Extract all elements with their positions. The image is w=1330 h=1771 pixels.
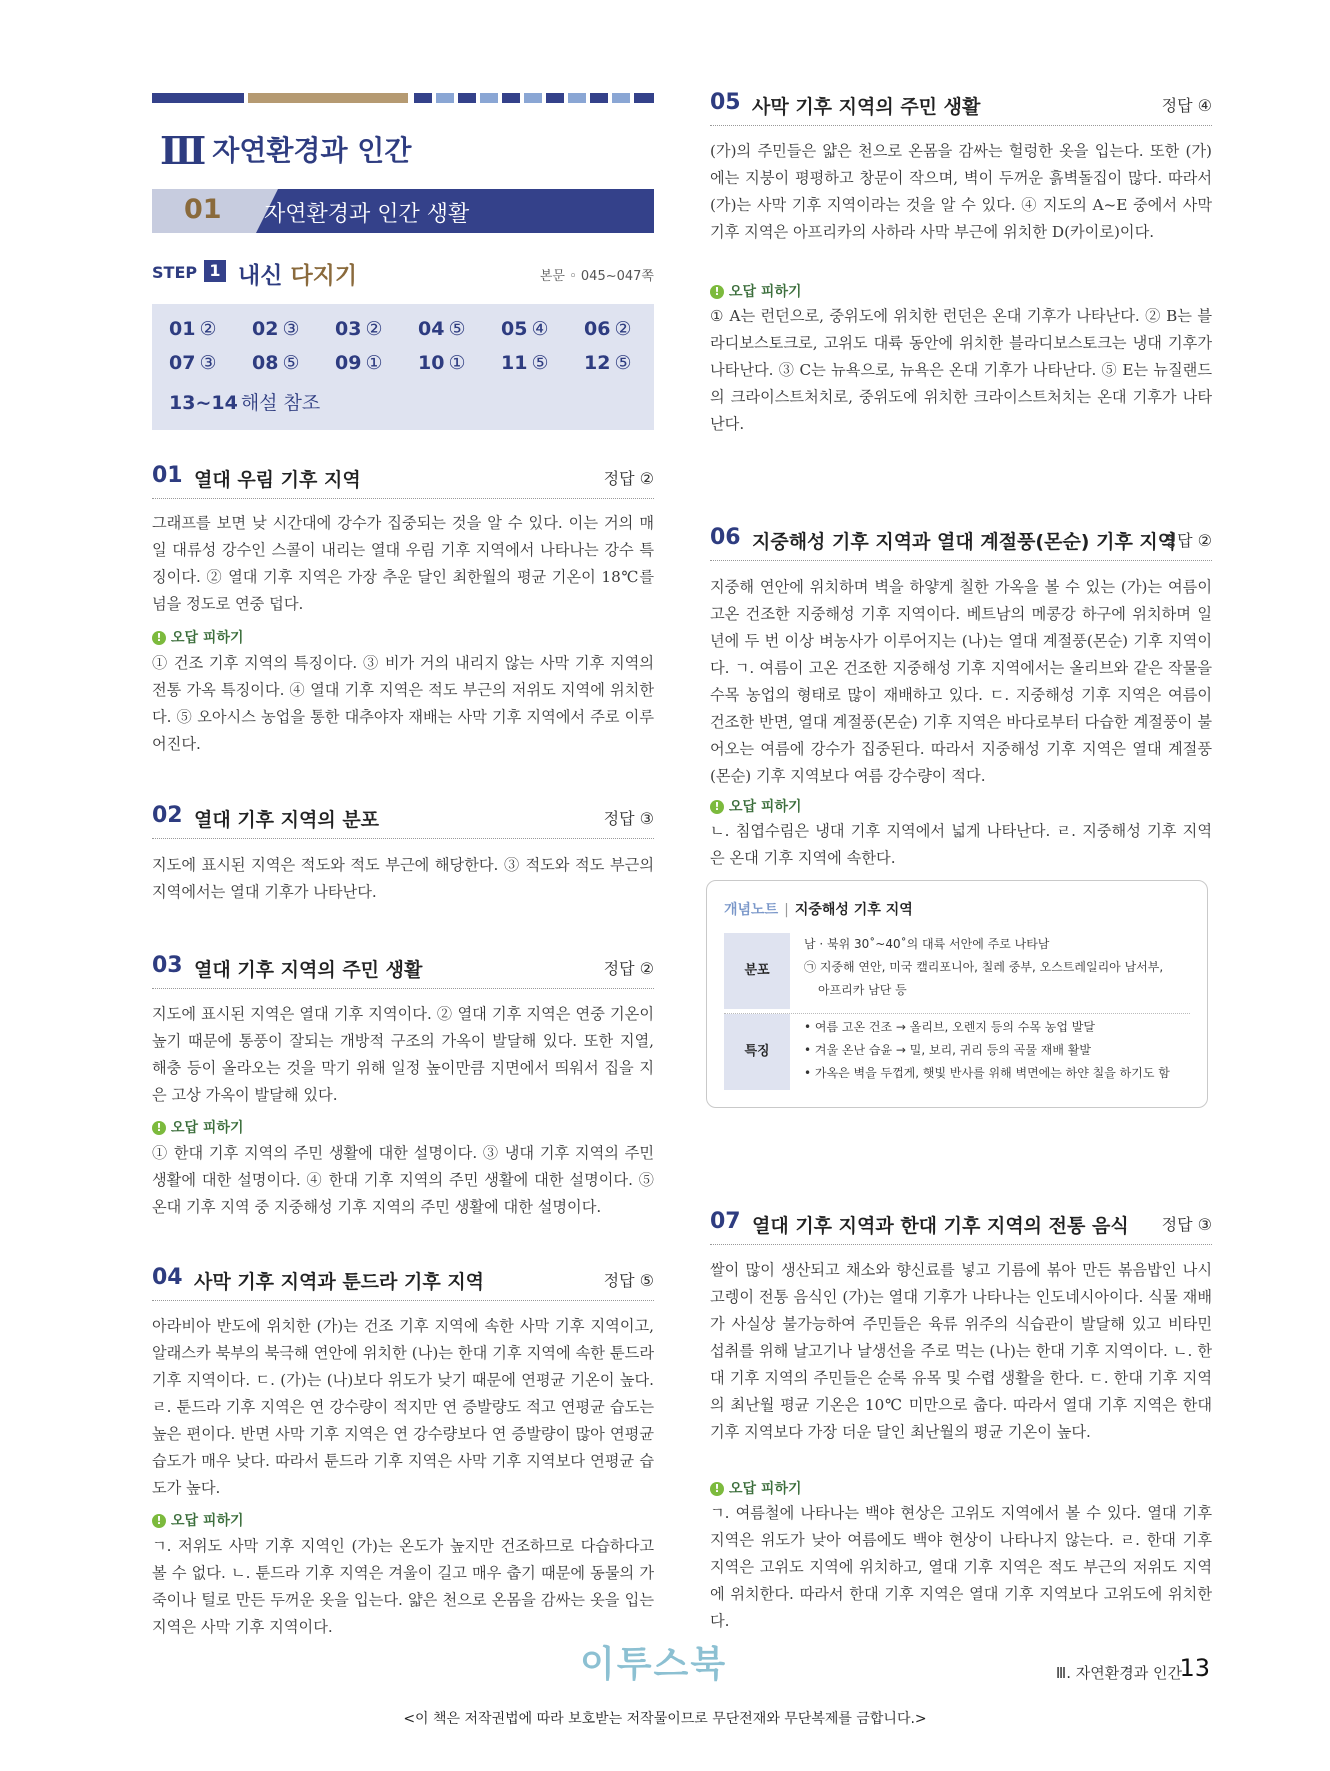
concept-line: 아프리카 남단 등 xyxy=(818,983,907,997)
answer-key-item: 10 ① xyxy=(418,352,466,374)
divider xyxy=(152,498,654,499)
answer-key-note: 13~14 해설 참조 xyxy=(169,392,321,414)
question-number: 05 xyxy=(710,90,741,115)
question-title: 사막 기후 지역과 툰드라 기후 지역 xyxy=(194,1271,485,1293)
question-heading-01 xyxy=(152,463,654,493)
avoid-wrong-label: ! 오답 피하기 xyxy=(152,1510,244,1530)
page-number: 13 xyxy=(1179,1654,1210,1682)
answer-key-item: 04 ⑤ xyxy=(418,318,466,340)
divider xyxy=(710,560,1212,561)
concept-line: 남 · 북위 30˚~40˚의 대륙 서안에 주로 나타남 xyxy=(804,937,1050,951)
question-number: 06 xyxy=(710,525,741,550)
avoid-wrong-label: ! 오답 피하기 xyxy=(152,627,244,647)
question-heading-04 xyxy=(152,1265,654,1295)
concept-row-body xyxy=(804,933,1190,1002)
divider xyxy=(152,838,654,839)
divider xyxy=(152,1300,654,1301)
avoid-wrong-label: ! 오답 피하기 xyxy=(710,1478,802,1498)
question-heading-03 xyxy=(152,953,654,983)
concept-line: • 여름 고온 건조 → 올리브, 오렌지 등의 수목 농업 발달 xyxy=(804,1020,1095,1034)
concept-row-features xyxy=(724,1013,1190,1090)
answer-key-item: 12 ⑤ xyxy=(584,352,632,374)
concept-line: ㉠ 지중해 연안, 미국 캘리포니아, 칠레 중부, 오스트레일리아 남서부, xyxy=(804,960,1164,974)
question-number: 04 xyxy=(152,1265,183,1290)
question-title: 열대 기후 지역과 한대 기후 지역의 전통 음식 xyxy=(752,1215,1129,1237)
exclamation-icon: ! xyxy=(710,285,724,299)
concept-row-body xyxy=(804,1016,1190,1085)
question-heading-07 xyxy=(710,1209,1212,1239)
divider xyxy=(710,1244,1212,1245)
part-roman-numeral: Ⅲ xyxy=(160,128,205,173)
answer-key-item: 11 ⑤ xyxy=(501,352,549,374)
concept-note-box xyxy=(706,880,1208,1108)
question-answer: 정답 ⑤ xyxy=(603,1271,654,1290)
explanation-text: 지도에 표시된 지역은 열대 기후 지역이다. ② 열대 기후 지역은 연중 기온이 높기 때문에 통풍이 잘되는 개방적 구조의 가옥이 발달해 있다. 또한 지열, 해충 등이 올라오는 것을 막기 위해 일정 높이만큼 지면에서 띄워서 집을 지은 고상 가옥이 발달해 있다. xyxy=(152,1005,654,1104)
avoid-wrong-text: ① A는 런던으로, 중위도에 위치한 런던은 온대 기후가 나타난다. ② B는 블라디보스토크로, 고위도 대륙 동안에 위치한 블라디보스토크는 냉대 기후가 나타난다. ③ C는 뉴욕으로, 뉴욕은 온대 기후가 나타난다. ⑤ E는 뉴질랜드의 크라이스트처치로, 중위도에 위치한 크라이스트처치는 온대 기후가 나타난다. xyxy=(710,307,1212,433)
running-footer-label: Ⅲ. 자연환경과 인간 xyxy=(1055,1664,1182,1682)
divider xyxy=(152,988,654,989)
answer-key-item: 08 ⑤ xyxy=(252,352,300,374)
question-heading-06 xyxy=(710,525,1212,555)
concept-row-label: 분포 xyxy=(724,933,790,1009)
question-title: 열대 우림 기후 지역 xyxy=(194,469,361,491)
explanation-text: 쌀이 많이 생산되고 채소와 향신료를 넣고 기름에 볶아 만든 볶음밥인 나시고렝이 전통 음식인 (가)는 열대 기후가 나타나는 인도네시아이다. 식물 재배가 사실상 불가능하여 주민들은 육류 위주의 식습관이 발달해 있고 비타민 섭취를 위해 날고기나 날생선을 주로 먹는 (나)는 한대 기후 지역이다. ㄴ. 한대 기후 지역의 주민들은 순록 유목 및 수렵 생활을 한다. ㄷ. 한대 기후 지역의 최난월 평균 기온은 10℃ 미만으로 춥다. 따라서 열대 기후 지역은 한대 기후 지역보다 가장 더운 달인 최난월의 평균 기온이 높다. xyxy=(710,1261,1212,1441)
chapter-title: 자연환경과 인간 생활 xyxy=(264,202,470,227)
question-number: 01 xyxy=(152,463,183,488)
concept-note-title: 지중해성 기후 지역 xyxy=(794,902,913,918)
answer-key-item: 03 ② xyxy=(335,318,383,340)
avoid-wrong-text: ① 한대 기후 지역의 주민 생활에 대한 설명이다. ③ 냉대 기후 지역의 주민 생활에 대한 설명이다. ④ 한대 기후 지역의 주민 생활에 대한 설명이다. ⑤ 온대 기후 지역 중 지중해성 기후 지역의 주민 생활에 대한 설명이다. xyxy=(152,1144,654,1216)
concept-line: • 겨울 온난 습윤 → 밀, 보리, 귀리 등의 곡물 재배 활발 xyxy=(804,1043,1091,1057)
question-number: 03 xyxy=(152,953,183,978)
copyright-notice: <이 책은 저작권법에 따라 보호받는 저작물이므로 무단전재와 무단복제를 금합니다.> xyxy=(403,1711,927,1727)
step-title-a: 내신 xyxy=(238,263,283,289)
step-title-b: 다지기 xyxy=(290,263,358,289)
publisher-logo: 이투스북 xyxy=(580,1644,728,1685)
divider xyxy=(710,125,1212,126)
answer-key-item: 07 ③ xyxy=(169,352,217,374)
textbook-page-ref: 본문 ◦ 045~047쪽 xyxy=(539,269,654,284)
concept-note-header: 개념노트 | 지중해성 기후 지역 xyxy=(724,902,913,918)
avoid-wrong-text: ㄴ. 침엽수림은 냉대 기후 지역에서 넓게 나타난다. ㄹ. 지중해성 기후 지역은 온대 기후 지역에 속한다. xyxy=(710,822,1212,867)
avoid-wrong-text: ㄱ. 여름철에 나타나는 백야 현상은 고위도 지역에서 볼 수 있다. 열대 기후 지역은 위도가 낮아 여름에도 백야 현상이 나타나지 않는다. ㄹ. 한대 기후 지역은 고위도 지역에 위치하고, 열대 기후 지역은 적도 부근의 저위도 지역에 위치한다. 따라서 한대 기후 지역은 열대 기후 지역보다 고위도에 위치한다. xyxy=(710,1504,1212,1630)
question-answer: 정답 ③ xyxy=(1161,1215,1212,1234)
question-answer: 정답 ② xyxy=(1161,531,1212,550)
question-title: 지중해성 기후 지역과 열대 계절풍(몬순) 기후 지역 xyxy=(752,531,1177,553)
explanation-text: 아라비아 반도에 위치한 (가)는 건조 기후 지역에 속한 사막 기후 지역이고, 알래스카 북부의 북극해 연안에 위치한 (나)는 한대 기후 지역에 속한 툰드라 기후 지역이다. ㄷ. (가)는 (나)보다 위도가 낮기 때문에 연평균 기온이 높다. ㄹ. 툰드라 기후 지역은 연 강수량이 적지만 연 증발량도 적고 연평균 습도는 높은 편이다. 반면 사막 기후 지역은 연 강수량보다 연 증발량이 많아 연평균 습도가 매우 낮다. 따라서 툰드라 기후 지역은 사막 기후 지역보다 연평균 습도가 높다. xyxy=(152,1317,654,1497)
explanation-text: (가)의 주민들은 얇은 천으로 온몸을 감싸는 헐렁한 옷을 입는다. 또한 (가)에는 지붕이 평평하고 창문이 작으며, 벽이 두꺼운 흙벽돌집이 많다. 따라서 (가)는 사막 기후 지역이라는 것을 알 수 있다. ④ 지도의 A~E 중에서 사막 기후 지역은 아프리카의 사하라 사막 부근에 위치한 D(카이로)이다. xyxy=(710,142,1212,241)
exclamation-icon: ! xyxy=(152,1514,166,1528)
concept-line: • 가옥은 벽을 두껍게, 햇빛 반사를 위해 벽면에는 하얀 칠을 하기도 함 xyxy=(804,1066,1170,1080)
step-number: 1 xyxy=(204,260,226,282)
question-title: 열대 기후 지역의 주민 생활 xyxy=(194,959,423,981)
header-decoration xyxy=(152,93,654,103)
answer-key-item: 09 ① xyxy=(335,352,383,374)
step-label: STEP xyxy=(152,263,198,282)
question-answer: 정답 ② xyxy=(603,469,654,488)
question-answer: 정답 ④ xyxy=(1161,96,1212,115)
chapter-banner xyxy=(152,189,654,233)
exclamation-icon: ! xyxy=(152,631,166,645)
step-title xyxy=(238,257,357,290)
explanation-text: 지중해 연안에 위치하며 벽을 하얗게 칠한 가옥을 볼 수 있는 (가)는 여름이 고온 건조한 지중해성 기후 지역이다. 베트남의 메콩강 하구에 위치하며 일 년에 두 번 이상 벼농사가 이루어지는 (나)는 열대 계절풍(몬순) 기후 지역이다. ㄱ. 여름이 고온 건조한 지중해성 기후 지역에서는 올리브와 같은 작물을 수목 농업의 형태로 많이 재배하고 있다. ㄷ. 지중해성 기후 지역은 여름이 건조한 반면, 열대 계절풍(몬순) 기후 지역은 바다로부터 다습한 계절풍이 불어오는 여름에 강수가 집중된다. 따라서 지중해성 기후 지역은 열대 계절풍(몬순) 기후 지역보다 여름 강수량이 적다. xyxy=(710,578,1212,785)
question-number: 07 xyxy=(710,1209,741,1234)
concept-row-distribution xyxy=(724,933,1190,1009)
answer-key-box xyxy=(152,304,654,430)
question-title: 사막 기후 지역의 주민 생활 xyxy=(752,96,981,118)
part-title-text: 자연환경과 인간 xyxy=(212,134,412,167)
avoid-wrong-label: ! 오답 피하기 xyxy=(710,796,802,816)
part-title xyxy=(160,128,411,173)
avoid-wrong-text: ① 건조 기후 지역의 특징이다. ③ 비가 거의 내리지 않는 사막 기후 지역의 전통 가옥 특징이다. ④ 열대 기후 지역은 적도 부근의 저위도 지역에 위치한다. ⑤ 오아시스 농업을 통한 대추야자 재배는 사막 기후 지역에서 주로 이루어진다. xyxy=(152,654,654,753)
avoid-wrong-text: ㄱ. 저위도 사막 기후 지역인 (가)는 온도가 높지만 건조하므로 다습하다고 볼 수 없다. ㄴ. 툰드라 기후 지역은 겨울이 길고 매우 춥기 때문에 동물의 가죽이나 털로 만든 두꺼운 옷을 입는다. 얇은 천으로 온몸을 감싸는 옷을 입는 지역은 사막 기후 지역이다. xyxy=(152,1537,654,1636)
chapter-number: 01 xyxy=(184,194,222,225)
explanation-text: 그래프를 보면 낮 시간대에 강수가 집중되는 것을 알 수 있다. 이는 거의 매일 대류성 강수인 스콜이 내리는 열대 우림 기후 지역에서 나타나는 강수 특징이다. ② 열대 기후 지역은 가장 추운 달인 최한월의 평균 기온이 18℃를 넘을 정도로 연중 덥다. xyxy=(152,514,654,613)
answer-key-item: 05 ④ xyxy=(501,318,549,340)
question-number: 02 xyxy=(152,803,183,828)
exclamation-icon: ! xyxy=(710,800,724,814)
question-heading-02 xyxy=(152,803,654,833)
question-heading-05 xyxy=(710,90,1212,120)
explanation-text: 지도에 표시된 지역은 적도와 적도 부근에 해당한다. ③ 적도와 적도 부근의 지역에서는 열대 기후가 나타난다. xyxy=(152,856,654,901)
avoid-wrong-label: ! 오답 피하기 xyxy=(152,1117,244,1137)
concept-row-label: 특징 xyxy=(724,1014,790,1090)
question-answer: 정답 ③ xyxy=(603,809,654,828)
concept-note-tag: 개념노트 xyxy=(724,902,779,918)
avoid-wrong-label: ! 오답 피하기 xyxy=(710,281,802,301)
exclamation-icon: ! xyxy=(710,1482,724,1496)
answer-key-item: 01 ② xyxy=(169,318,217,340)
exclamation-icon: ! xyxy=(152,1121,166,1135)
answer-key-item: 06 ② xyxy=(584,318,632,340)
answer-key-item: 02 ③ xyxy=(252,318,300,340)
question-answer: 정답 ② xyxy=(603,959,654,978)
step-heading xyxy=(152,257,654,287)
question-title: 열대 기후 지역의 분포 xyxy=(194,809,380,831)
